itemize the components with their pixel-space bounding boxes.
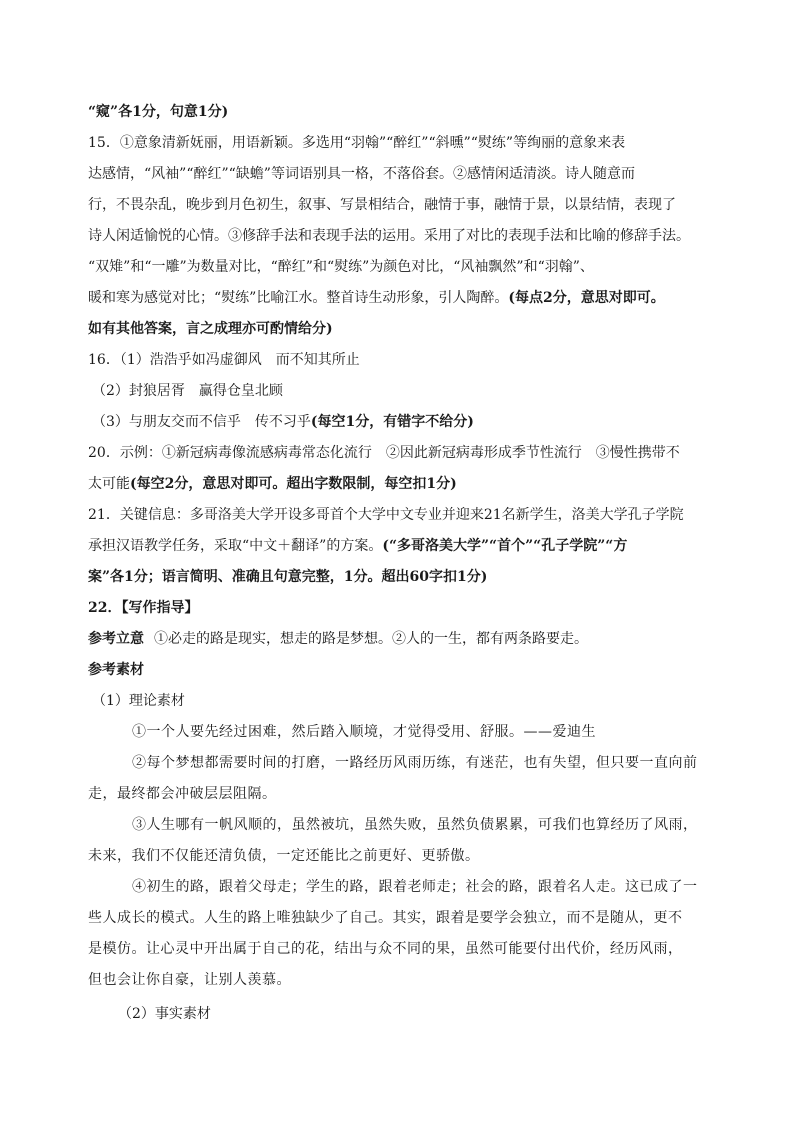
answer-16-item-1: 16．（1）浩浩乎如冯虚御风 而不知其所止	[88, 352, 360, 368]
theory-item-4-line-3: 是模仿。让心灵中开出属于自己的花，结出与众不同的果，虽然可能要付出代价，经历风雨，	[88, 941, 683, 957]
answer-15-text: 暖和寒为感觉对比；“熨练”比喻江水。整首诗生动形象，引人陶醉。	[88, 290, 509, 306]
theory-item-4-line-1: ④初生的路，跟着父母走；学生的路，跟着老师走；社会的路，跟着名人走。这已成了一	[132, 879, 698, 895]
reference-theme	[88, 629, 708, 649]
answer-16-item-2: （2）封狼居胥 赢得仓皇北顾	[92, 383, 283, 399]
theory-item-2-line-1: ②每个梦想都需要时间的打磨，一路经历风雨历练，有迷茫，也有失望，但只要一直向前	[132, 755, 698, 771]
answer-15-line-3: 行，不畏杂乱，晚步到月色初生，叙事、写景相结合，融情于事，融情于景，以景结情，表现了	[88, 197, 676, 213]
fact-material-heading: （2）事实素材	[118, 1006, 211, 1022]
answer-15-scoring-cont: 如有其他答案，言之成理亦可酌情给分)	[88, 321, 333, 337]
answer-21-line-1: 21．关键信息：多哥洛美大学开设多哥首个大学中文专业并迎来21名新学生，洛美大学孔子学院	[88, 507, 684, 523]
theory-item-4-line-2: 些人成长的模式。人生的路上唯独缺少了自己。其实，跟着是要学会独立，而不是随从，更不	[88, 910, 683, 926]
answer-15-line-1: 15．①意象清新妩丽，用语新颖。多选用“羽翰”“醉红”“斜曛”“熨练”等绚丽的意象来表	[88, 135, 626, 151]
answer-20-text: 太可能	[88, 476, 130, 492]
answer-15-line-4: 诗人闲适愉悦的心情。③修辞手法和表现手法的运用。采用了对比的表现手法和比喻的修辞手法。	[88, 228, 690, 244]
answer-20-line-1: 20．示例：①新冠病毒像流感病毒常态化流行 ②因此新冠病毒形成季节性流行 ③慢性携带不	[88, 445, 680, 461]
answer-15-line-6	[88, 288, 708, 308]
answer-16-item-3-text: （3）与朋友交而不信乎 传不习乎	[92, 414, 311, 430]
answer-21-scoring: (“多哥洛美大学”“首个”“孔子学院”“方	[382, 538, 628, 554]
answer-15-line-2: 达感情，“风袖”“醉红”“缺蟾”等词语别具一格，不落俗套。②感情闲适清淡。诗人随意而	[88, 166, 635, 182]
reference-theme-text: ①必走的路是现实，想走的路是梦想。②人的一生，都有两条路要走。	[154, 631, 588, 647]
theory-item-3-line-1: ③人生哪有一帆风顺的，虽然被坑，虽然失败，虽然负债累累，可我们也算经历了风雨，	[132, 817, 698, 833]
reference-theme-label: 参考立意	[88, 631, 144, 647]
theory-item-1: ①一个人要先经过困难，然后踏入顺境，才觉得受用、舒服。——爱迪生	[132, 724, 596, 740]
theory-item-3-line-2: 未来，我们不仅能还清负债，一定还能比之前更好、更骄傲。	[88, 848, 480, 864]
answer-22-heading: 22．【写作指导】	[88, 600, 199, 616]
theory-item-4-line-4: 但也会让你自豪，让别人羡慕。	[88, 972, 291, 988]
line-1: “窥”各1分，句意1分)	[88, 104, 229, 120]
theory-item-2-line-2: 走，最终都会冲破层层阻隔。	[88, 786, 277, 802]
answer-21-line-2	[88, 536, 708, 556]
answer-15-line-5: “双雉”和“一雕”为数量对比，“醉红”和“熨练”为颜色对比，“风袖飘然”和“羽翰”、	[88, 259, 594, 275]
answer-20-scoring: (每空2分，意思对即可。超出字数限制，每空扣1分)	[130, 476, 457, 492]
reference-material-heading: 参考素材	[88, 662, 144, 678]
answer-15-scoring: (每点2分，意思对即可。	[508, 290, 665, 306]
answer-16-scoring: (每空1分，有错字不给分)	[310, 414, 474, 430]
answer-16-item-3	[92, 412, 712, 432]
theory-material-heading: （1）理论素材	[92, 693, 185, 709]
answer-20-line-2	[88, 474, 708, 494]
answer-21-scoring-cont: 案”各1分；语言简明、准确且句意完整，1分。超出60字扣1分)	[88, 569, 488, 585]
answer-21-text: 承担汉语教学任务，采取“中文＋翻译”的方案。	[88, 538, 383, 554]
